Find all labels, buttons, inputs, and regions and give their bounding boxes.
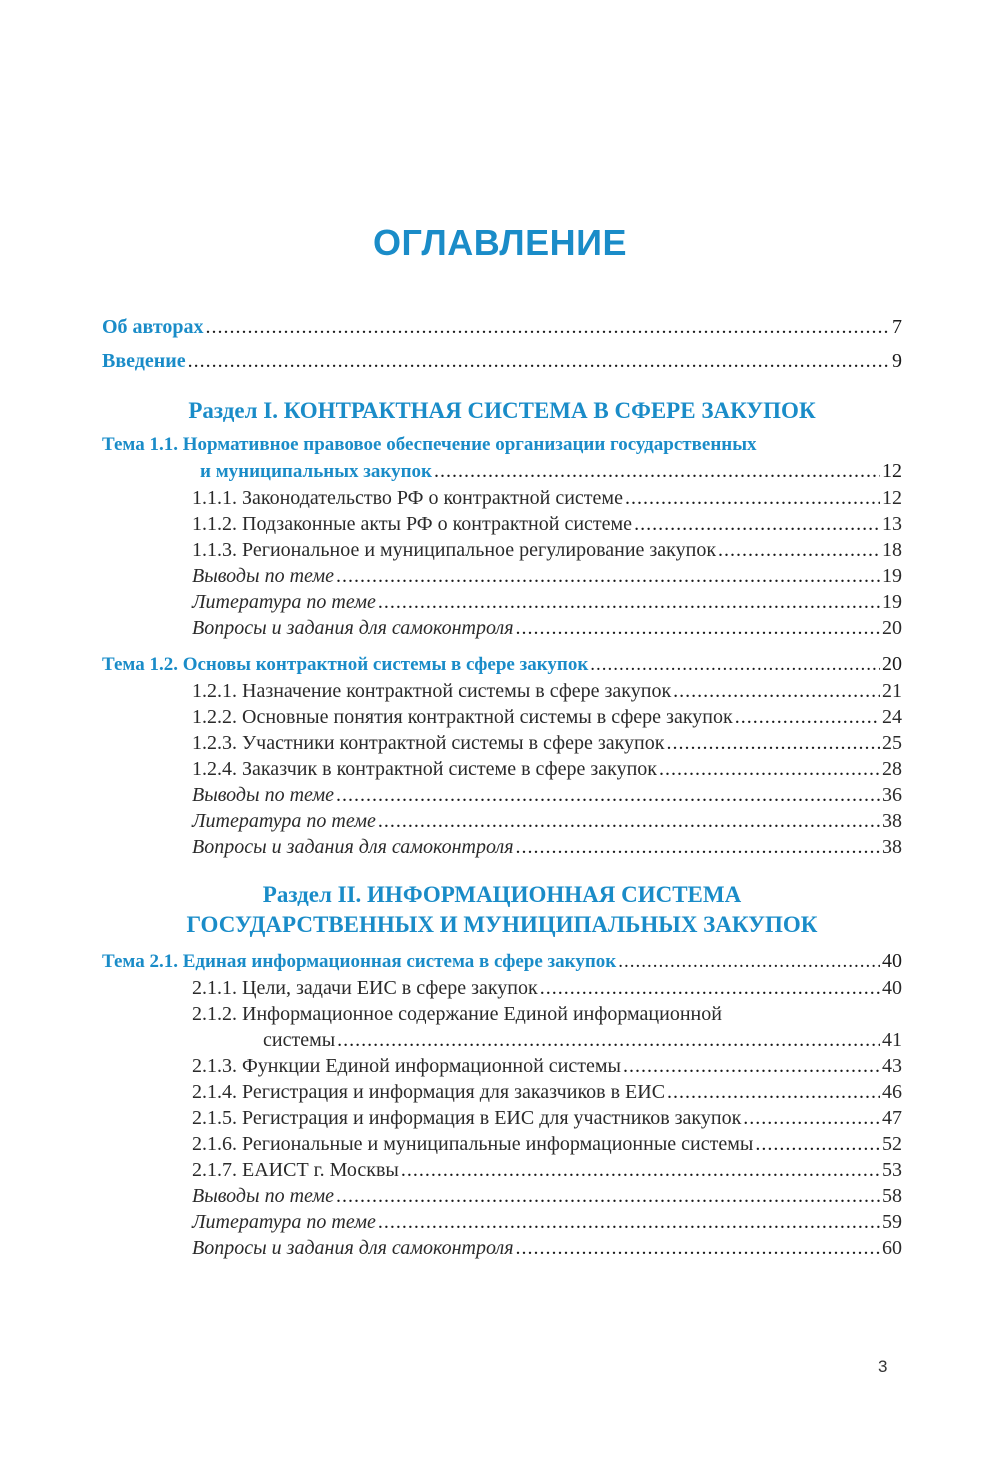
dot-leader [743,1105,880,1131]
topic-prefix: Тема 1.2. [102,654,178,675]
entry-page: 38 [882,810,902,832]
toc-entry[interactable] [102,1053,902,1079]
entry-label: 1.1.3. Региональное и муниципальное регулирование закупок [192,539,717,561]
entry-label [102,949,616,975]
entry-page: 24 [882,706,902,728]
entry-label: Литература по теме [192,591,376,613]
dot-leader [623,1053,880,1079]
topic-heading-1-2[interactable] [102,651,902,678]
entry-label: 2.1.7. ЕАИСТ г. Москвы [192,1159,399,1181]
entry-page: 20 [882,653,902,675]
dot-leader [673,678,880,704]
entry-label: Литература по теме [192,810,376,832]
dot-leader [667,1079,880,1105]
entry-page: 12 [882,460,902,482]
entry-page: 41 [882,1029,902,1051]
entry-page: 18 [882,539,902,561]
entry-page: 46 [882,1081,902,1103]
entry-page: 9 [892,350,902,372]
topic-title-line1: Нормативное правовое обеспечение организации государственных [182,434,757,455]
dot-leader [378,1209,880,1235]
entry-page: 59 [882,1211,902,1233]
toc-entry[interactable] [102,511,902,537]
toc-entry-conclusions[interactable] [102,782,902,808]
entry-page: 52 [882,1133,902,1155]
toc-entry-wrapped-line2[interactable] [102,1027,902,1053]
entry-label: 1.2.1. Назначение контрактной системы в сфере закупок [192,680,672,702]
table-of-contents [102,314,902,1261]
entry-page: 38 [882,836,902,858]
dot-leader [618,949,880,975]
dot-leader [337,1027,880,1053]
toc-entry[interactable] [102,730,902,756]
toc-entry[interactable] [102,756,902,782]
dot-leader [625,485,880,511]
entry-page: 19 [882,591,902,613]
entry-page: 20 [882,617,902,639]
topic-prefix: Тема 2.1. [102,951,178,972]
dot-leader [735,704,880,730]
dot-leader [718,537,880,563]
entry-label: Выводы по теме [192,1185,335,1207]
toc-entry-questions[interactable] [102,834,902,860]
entry-page: 40 [882,977,902,999]
entry-label: Вопросы и задания для самоконтроля [192,617,514,639]
entry-page: 43 [882,1055,902,1077]
entry-label: 1.2.3. Участники контрактной системы в сфере закупок [192,732,665,754]
toc-entry[interactable] [102,1079,902,1105]
entry-label: 2.1.6. Региональные и муниципальные информационные системы [192,1133,754,1155]
dot-leader [336,563,880,589]
page-title: ОГЛАВЛЕНИЕ [372,222,628,263]
entry-label: системы [263,1029,336,1051]
toc-entry-wrapped-line1[interactable]: 2.1.2. Информационное содержание Единой информационной [192,1003,722,1025]
toc-entry-questions[interactable] [102,1235,902,1261]
toc-entry-literature[interactable] [102,589,902,615]
entry-label: 2.1.4. Регистрация и информация для заказчиков в ЕИС [192,1081,666,1103]
entry-label: 2.1.5. Регистрация и информация в ЕИС для участников закупок [192,1107,742,1129]
toc-entry[interactable] [102,1105,902,1131]
entry-label: Выводы по теме [192,565,335,587]
toc-entry[interactable] [102,1157,902,1183]
dot-leader [401,1157,880,1183]
entry-page: 13 [882,513,902,535]
dot-leader [336,1183,880,1209]
entry-label: 2.1.1. Цели, задачи ЕИС в сфере закупок [192,977,538,999]
topic-heading-2-1[interactable] [102,948,902,975]
section-heading-2-line1[interactable]: Раздел II. ИНФОРМАЦИОННАЯ СИСТЕМА [262,882,742,907]
entry-page: 7 [892,316,902,338]
dot-leader [378,589,880,615]
entry-label: 1.1.1. Законодательство РФ о контрактной системе [192,487,623,509]
dot-leader [755,1131,880,1157]
toc-entry[interactable] [102,537,902,563]
entry-label: Введение [102,350,186,372]
entry-label: 1.1.2. Подзаконные акты РФ о контрактной системе [192,513,633,535]
entry-label: 1.2.2. Основные понятия контрактной системы в сфере закупок [192,706,733,728]
toc-entry[interactable] [102,975,902,1001]
dot-leader [590,652,880,678]
topic-title-line2: и муниципальных закупок [200,461,432,482]
toc-entry-about-authors[interactable] [102,314,902,340]
toc-entry-conclusions[interactable] [102,563,902,589]
topic-heading-1-1[interactable] [102,432,902,458]
entry-label [102,652,588,678]
entry-page: 12 [882,487,902,509]
topic-prefix: Тема 1.1. [102,434,178,455]
dot-leader [516,1235,880,1261]
topic-title: Единая информационная система в сфере закупок [182,951,617,972]
page-number: 3 [878,1357,888,1376]
toc-entry[interactable] [102,485,902,511]
topic-title: Основы контрактной системы в сфере закупок [182,654,589,675]
dot-leader [336,782,880,808]
entry-page: 47 [882,1107,902,1129]
toc-entry-questions[interactable] [102,615,902,641]
dot-leader [666,730,880,756]
entry-label: 2.1.3. Функции Единой информационной системы [192,1055,621,1077]
dot-leader [659,756,880,782]
toc-entry[interactable] [102,704,902,730]
dot-leader [634,511,880,537]
entry-page: 19 [882,565,902,587]
entry-page: 28 [882,758,902,780]
entry-label: Вопросы и задания для самоконтроля [192,1237,514,1259]
dot-leader [378,808,880,834]
toc-entry[interactable] [102,1131,902,1157]
entry-label: Вопросы и задания для самоконтроля [192,836,514,858]
section-heading-1[interactable]: Раздел I. КОНТРАКТНАЯ СИСТЕМА В СФЕРЕ ЗАКУПОК [188,398,816,423]
dot-leader [434,458,880,484]
section-heading-2-line2[interactable]: ГОСУДАРСТВЕННЫХ И МУНИЦИПАЛЬНЫХ ЗАКУПОК [186,912,818,937]
toc-entry-literature[interactable] [102,1209,902,1235]
entry-page: 36 [882,784,902,806]
dot-leader [188,348,890,374]
dot-leader [206,314,890,340]
entry-label: Литература по теме [192,1211,376,1233]
entry-page: 21 [882,680,902,702]
entry-page: 53 [882,1159,902,1181]
entry-page: 60 [882,1237,902,1259]
dot-leader [516,615,880,641]
toc-entry-conclusions[interactable] [102,1183,902,1209]
entry-label: Выводы по теме [192,784,335,806]
entry-label: 1.2.4. Заказчик в контрактной системе в сфере закупок [192,758,657,780]
dot-leader [516,834,880,860]
entry-label: Об авторах [102,316,204,338]
dot-leader [540,975,880,1001]
topic-heading-1-1-cont[interactable] [102,458,902,485]
entry-page: 25 [882,732,902,754]
toc-entry[interactable] [102,678,902,704]
toc-entry-literature[interactable] [102,808,902,834]
entry-page: 58 [882,1185,902,1207]
entry-page: 40 [882,950,902,972]
toc-entry-introduction[interactable] [102,348,902,374]
